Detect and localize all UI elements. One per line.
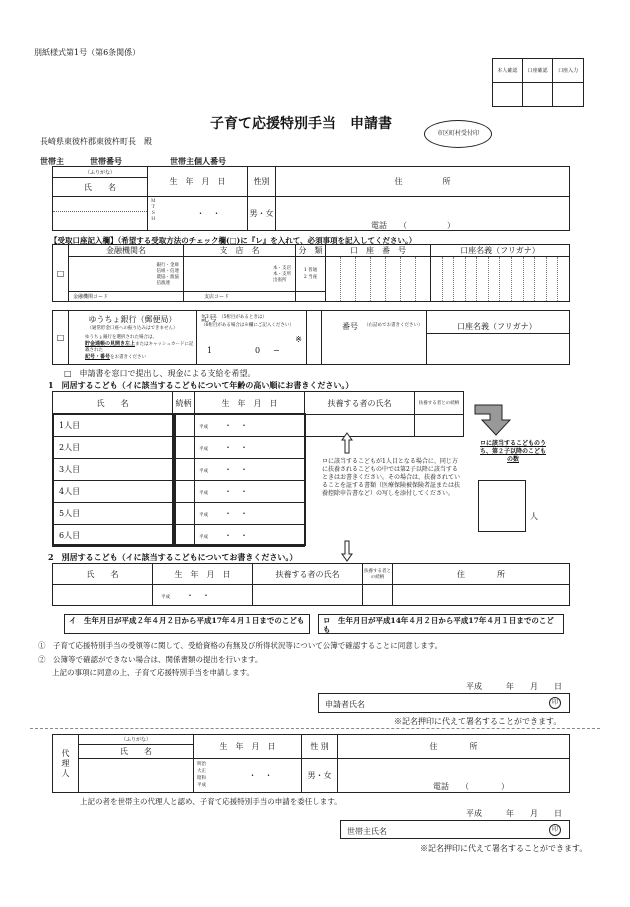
branch-code-label: 支店コード bbox=[184, 291, 296, 301]
heisei-label: 平成 bbox=[199, 513, 208, 518]
branch-type-list: 本・支店 本・支所 出張所 bbox=[273, 266, 291, 283]
yucho-holder-label: 口座名義（フリガナ） bbox=[457, 322, 537, 331]
s2-col-name: 氏 名 bbox=[53, 564, 153, 585]
birth-dots: ・ ・ bbox=[224, 465, 248, 474]
reception-stamp: 市区町村受付印 bbox=[424, 120, 492, 148]
s1-rel2-cell[interactable] bbox=[415, 415, 464, 437]
birth-dots: ・ ・ bbox=[224, 531, 248, 540]
s1-col-name: 氏 名 bbox=[53, 392, 173, 415]
bangou-note: （右詰めでお書きください） bbox=[364, 323, 423, 328]
bent-arrow-icon bbox=[474, 404, 518, 436]
yucho-title: ゆうちょ銀行（郵便局） bbox=[88, 315, 177, 324]
s2-name-cell[interactable] bbox=[53, 585, 153, 606]
col-account-type: 分 類 bbox=[296, 245, 326, 257]
s1-supporter-cell[interactable] bbox=[305, 415, 415, 437]
birth-dots: ・ ・ bbox=[248, 771, 273, 780]
agent-era-list: 明治 大正 昭和 平成 bbox=[197, 762, 206, 788]
s1-col-rel: 続柄 bbox=[173, 392, 195, 415]
agent-address-label: 住 所 bbox=[338, 735, 570, 759]
s1-col-birth: 生 年 月 日 bbox=[195, 392, 305, 415]
account-holder-input[interactable] bbox=[431, 257, 570, 302]
s1-empty bbox=[415, 503, 464, 525]
furigana-label: （ふりがな） bbox=[53, 167, 148, 178]
agent-phone: 電話 （ ） bbox=[433, 782, 509, 791]
agent-table bbox=[52, 734, 570, 793]
consent-2: ② 公簿等で確認ができない場合は、関係書類の提出を行います。 bbox=[38, 655, 263, 664]
bank-table bbox=[52, 244, 570, 302]
kigou-zero: 0 bbox=[255, 346, 261, 355]
check-cell[interactable] bbox=[493, 83, 523, 107]
s1-empty bbox=[305, 437, 415, 459]
setainushi-label: 世帯主 bbox=[40, 156, 64, 166]
kigou-dash: − bbox=[273, 346, 280, 355]
s1-row-2[interactable]: 2人目 bbox=[53, 437, 173, 459]
s2-col-rel: 扶養する者との続柄 bbox=[363, 564, 393, 585]
delegate-text: 上記の者を世帯主の代理人と認め、子育て応援特別手当の申請を委任します。 bbox=[80, 797, 342, 806]
agent-birth-input[interactable] bbox=[194, 759, 302, 793]
agent-sex-select[interactable]: 男・女 bbox=[302, 759, 338, 793]
yucho-note4: に記載された bbox=[85, 342, 194, 353]
name-label: 氏 名 bbox=[53, 178, 148, 197]
s2-birth-cell[interactable] bbox=[153, 585, 253, 606]
s1-empty bbox=[305, 525, 415, 547]
check-label-honnin: 本人確認 bbox=[493, 59, 523, 83]
bangou-label: 番号 bbox=[342, 322, 358, 331]
bank-name-input[interactable] bbox=[69, 257, 184, 292]
heisei-label: 平成 bbox=[199, 491, 208, 496]
sign-note-2: ※記名押印に代えて署名することができます。 bbox=[420, 844, 588, 853]
blank-cell bbox=[296, 291, 326, 301]
ro-count-label: ロに該当するこどものうち、第２子以降のこどもの数 bbox=[479, 440, 546, 463]
birth-dots: ・ ・ bbox=[224, 443, 248, 452]
i-group-box-birth bbox=[174, 413, 306, 546]
heisei-label: 平成 bbox=[199, 447, 208, 452]
page-title: 子育て応援特別手当 申請書 bbox=[210, 116, 392, 132]
phone-field: 電話 （ ） bbox=[371, 221, 455, 230]
head-sign-box[interactable] bbox=[340, 820, 570, 839]
s1-empty bbox=[415, 437, 464, 459]
era-list: Ｍ Ｔ Ｓ Ｈ bbox=[151, 199, 156, 222]
separate-children-table bbox=[52, 563, 570, 606]
s1-row-6[interactable]: 6人目 bbox=[53, 525, 173, 547]
yucho-info bbox=[69, 311, 197, 365]
bangou-input[interactable] bbox=[322, 311, 427, 365]
account-type-list[interactable]: 1 普通 2 当座 bbox=[296, 257, 326, 292]
s1-row-5[interactable]: 5人目 bbox=[53, 503, 173, 525]
kigou-note2: （6桁目がある場合は※欄にご記入ください） bbox=[201, 323, 294, 328]
agent-address-input[interactable] bbox=[338, 759, 570, 793]
bank-checkbox[interactable]: □ bbox=[53, 245, 69, 302]
section1-title: 1 同居するこども（イに該当するこどもについて年齢の高い順にお書きください。） bbox=[48, 380, 354, 390]
agent-furigana: （ふりがな） bbox=[79, 735, 194, 745]
cut-line bbox=[30, 728, 600, 729]
s1-empty bbox=[415, 525, 464, 547]
window-option[interactable]: □ 申請書を窓口で提出し、現金による支給を希望。 bbox=[64, 369, 256, 378]
yucho-note2: 貯金通帳の見開き左上 bbox=[85, 341, 136, 347]
col-bank-name: 金融機関名 bbox=[69, 245, 184, 257]
check-cell[interactable] bbox=[553, 83, 584, 107]
applicant-table bbox=[52, 166, 570, 231]
down-arrow-icon bbox=[340, 540, 354, 562]
sex-select[interactable]: 男・女 bbox=[248, 197, 276, 231]
col-account-number: 口 座 番 号 bbox=[326, 245, 431, 257]
s1-row-4[interactable]: 4人目 bbox=[53, 481, 173, 503]
kigou-prefix: 1 bbox=[207, 346, 213, 355]
office-check-boxes bbox=[492, 58, 584, 107]
yucho-sub: （通常貯金口座への振り込みはできません） bbox=[87, 326, 178, 331]
yucho-note1: ゆうちょ銀行を選択された場合は、 bbox=[85, 335, 157, 340]
birth-dots: ・ ・ bbox=[224, 509, 248, 518]
kigou-note: （5桁目があるときは） bbox=[219, 315, 267, 320]
heisei-label: 平成 bbox=[199, 469, 208, 474]
s2-col-address: 住 所 bbox=[393, 564, 570, 585]
s1-col-supporter: 扶養する者の氏名 bbox=[305, 392, 415, 415]
birth-dots: ・ ・ bbox=[196, 209, 221, 218]
setai-number-label: 世帯番号 bbox=[90, 156, 122, 166]
heisei-label: 平成 bbox=[199, 535, 208, 540]
name-input[interactable] bbox=[53, 197, 148, 231]
ro-count-input[interactable] bbox=[478, 480, 526, 532]
yucho-spacer bbox=[307, 311, 322, 365]
birth-dots: ・ ・ bbox=[186, 590, 210, 600]
kigou-label: 記号 bbox=[201, 314, 217, 323]
agent-sex-label: 性 別 bbox=[302, 735, 338, 759]
receive-account-header: 【受取口座記入欄】（希望する受取方法のチェック欄(□)に『レ』を入れて、必須事項を記入してください。） bbox=[50, 236, 417, 245]
yucho-checkbox[interactable]: □ bbox=[53, 311, 69, 365]
s1-col-rel2: 扶養する者との続柄 bbox=[415, 392, 464, 415]
yucho-table bbox=[52, 310, 570, 365]
branch-name-input[interactable] bbox=[184, 257, 296, 292]
head-sign-label: 世帯主氏名 bbox=[347, 827, 387, 836]
up-arrow-icon bbox=[340, 432, 354, 454]
sign-note: ※記名押印に代えて署名することができます。 bbox=[394, 717, 562, 726]
yucho-holder-input[interactable] bbox=[427, 311, 570, 365]
section2-title: 2 別居するこども（イに該当するこどもについてお書きください。） bbox=[48, 552, 298, 562]
check-cell[interactable] bbox=[522, 83, 553, 107]
agent-label: 代 理 人 bbox=[53, 735, 79, 793]
s2-col-birth: 生 年 月 日 bbox=[153, 564, 253, 585]
i-definition: イ 生年月日が平成２年４月２日から平成17年４月１日までのこども bbox=[64, 614, 310, 634]
form-number: 別紙様式第1号（第6条関係） bbox=[34, 48, 141, 57]
s1-row-1[interactable]: 1人目 bbox=[53, 415, 173, 437]
address-input[interactable] bbox=[276, 197, 570, 231]
s1-row-3[interactable]: 3人目 bbox=[53, 459, 173, 481]
s1-empty bbox=[305, 503, 415, 525]
applicant-sign-label: 申請者氏名 bbox=[325, 700, 365, 709]
s2-supporter-cell[interactable] bbox=[253, 585, 363, 606]
s2-address-cell[interactable] bbox=[393, 585, 570, 606]
s2-col-supporter: 扶養する者の氏名 bbox=[253, 564, 363, 585]
yucho-note5: 記号・番号 bbox=[85, 354, 111, 360]
agent-name-input[interactable] bbox=[79, 759, 194, 793]
agent-name-label: 氏 名 bbox=[79, 745, 194, 759]
setai-kojin-number-label: 世帯主個人番号 bbox=[170, 156, 226, 166]
heisei-label: 平成 bbox=[161, 594, 170, 600]
check-label-nyuryoku: 口座入力 bbox=[553, 59, 584, 83]
consent-1: ① 子育て応援特別手当の受領等に関して、受給資格の有無及び所得状況等について公簿で確認することに同意します。 bbox=[38, 641, 443, 650]
consent-3: 上記の事項に同意の上、子育て応援特別手当を申請します。 bbox=[52, 668, 254, 677]
ro-definition: ロ 生年月日が平成14年４月２日から平成17年４月１日までのこども bbox=[318, 614, 564, 634]
addressee: 長崎県東彼杵郡東彼杵町長 殿 bbox=[40, 137, 152, 146]
yucho-note6: をお書きください bbox=[110, 355, 147, 360]
agent-birth-label: 生 年 月 日 bbox=[194, 735, 302, 759]
col-branch-name: 支 店 名 bbox=[184, 245, 296, 257]
birth-label: 生 年 月 日 bbox=[148, 167, 248, 197]
sex-label: 性別 bbox=[248, 167, 276, 197]
bank-type-list: 銀行・金庫 信組・信連 農協・漁協 信漁連 bbox=[156, 263, 179, 286]
account-number-input[interactable] bbox=[326, 257, 431, 302]
seal-icon: 印 bbox=[549, 824, 561, 836]
s2-rel-cell[interactable] bbox=[363, 585, 393, 606]
bank-code-label: 金融機関コード bbox=[69, 291, 184, 301]
birth-input[interactable] bbox=[148, 197, 248, 231]
date-line-2[interactable]: 平成 年 月 日 bbox=[466, 809, 562, 818]
seal-icon: 印 bbox=[549, 697, 561, 709]
nin-label: 人 bbox=[530, 512, 538, 521]
yucho-note3: またはキャッシュカード bbox=[135, 342, 185, 347]
ro-note: ロに該当するこどもが1人目となる場合に、同じ方に扶養されるこどもの中では第2子以降に該当するときはお書きください。その場合は、扶養されていることを証する書類（医療保険被保険者証または扶養控除申告書など）の写しを添付してください。 bbox=[322, 458, 461, 497]
kigou-input[interactable] bbox=[197, 311, 307, 365]
heisei-label: 平成 bbox=[199, 425, 208, 430]
kigou-kome: ※ bbox=[295, 335, 302, 344]
address-label: 住 所 bbox=[276, 167, 570, 197]
applicant-sign-box[interactable] bbox=[318, 693, 570, 713]
birth-dots: ・ ・ bbox=[224, 421, 248, 430]
col-account-holder: 口座名義（フリガナ） bbox=[431, 245, 570, 257]
birth-dots: ・ ・ bbox=[224, 487, 248, 496]
date-line[interactable]: 平成 年 月 日 bbox=[466, 682, 562, 691]
check-label-kouza: 口座確認 bbox=[522, 59, 553, 83]
i-group-box-name bbox=[52, 413, 174, 546]
